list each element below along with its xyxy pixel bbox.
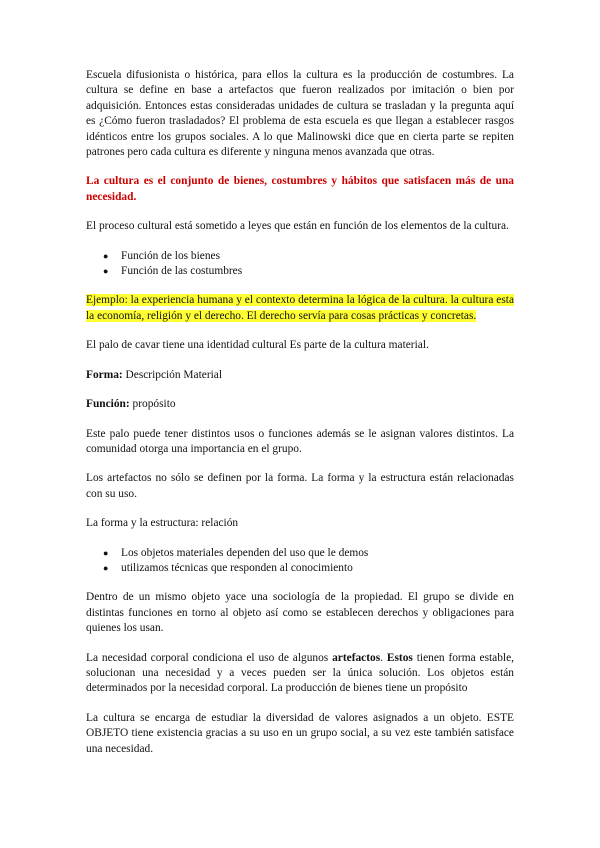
paragraph-diversidad: La cultura se encarga de estudiar la diversidad de valores asignados a un objeto. ESTE OBJETO tiene existencia gracias a su uso en un grupo social, a su vez este también satisface una necesidad. <box>86 711 514 755</box>
highlighted-text: Ejemplo: la experiencia humana y el contexto determina la lógica de la cultura. la cultura esta la economía, religión y el derecho. El derecho servía para cosas prácticas y concretas. <box>86 294 514 322</box>
bullet-icon: ● <box>103 562 109 573</box>
paragraph-forma: Forma: Descripción Material <box>86 368 222 381</box>
paragraph-difusionista: Escuela difusionista o histórica, para ellos la cultura es la producción de costumbres. La cultura se define en base a artefactos que fueron realizados por imitación o bien por adquisición. Entonces estas consideradas unidades de cultura se trasladan y la pregunta aquí es ¿Cómo fueron trasladados? El problema de esta escuela es que llegan a establecer rasgos idénticos entre los grupos sociales. A lo que Malinowski dice que en cierta parte se repiten patrones pero cada cultura es diferente y ninguna menos avanzada que otras. <box>86 69 514 159</box>
paragraph-necesidad-corporal: La necesidad corporal condiciona el uso de algunos artefactos. Estos tienen forma estable, solucionan una necesidad y a veces pueden ser la única solución. Los objetos están determinados por la necesidad corporal. La producción de bienes tiene un propósito <box>86 651 514 695</box>
list-item: ● Los objetos materiales dependen del uso que le demos <box>86 546 514 561</box>
paragraph-forma-estructura: La forma y la estructura: relación <box>86 517 239 530</box>
paragraph-usos: Este palo puede tener distintos usos o funciones además se le asignan valores distintos. La comunidad otorga una importancia en el grupo. <box>86 427 514 455</box>
bullet-icon: ● <box>103 266 109 277</box>
funcion-label: Función: <box>86 398 130 411</box>
bullet-icon: ● <box>103 547 109 558</box>
paragraph-sociologia: Dentro de un mismo objeto yace una sociología de la propiedad. El grupo se divide en distintas funciones en torno al objeto así como se establecen derechos y obligaciones para quienes los usan. <box>86 591 514 635</box>
bullet-icon: ● <box>103 250 109 261</box>
paragraph-ejemplo <box>86 293 514 324</box>
definition-cultura: La cultura es el conjunto de bienes, costumbres y hábitos que satisfacen más de una necesidad. <box>86 175 514 203</box>
list-item: ● Función de las costumbres <box>86 264 514 279</box>
list-item: ● Función de los bienes <box>86 249 514 264</box>
list-objetos <box>86 546 514 577</box>
paragraph-artefactos: Los artefactos no sólo se definen por la forma. La forma y la estructura están relacionadas con su uso. <box>86 472 514 500</box>
list-funciones <box>86 249 514 280</box>
paragraph-palo-de-cavar: El palo de cavar tiene una identidad cultural Es parte de la cultura material. <box>86 339 429 352</box>
paragraph-funcion: Función: propósito <box>86 398 176 411</box>
document-page <box>86 68 514 771</box>
paragraph-proceso-cultural: El proceso cultural está sometido a leyes que están en función de los elementos de la cultura. <box>86 220 509 233</box>
forma-label: Forma: <box>86 368 123 381</box>
list-item: ● utilizamos técnicas que responden al conocimiento <box>86 561 514 576</box>
